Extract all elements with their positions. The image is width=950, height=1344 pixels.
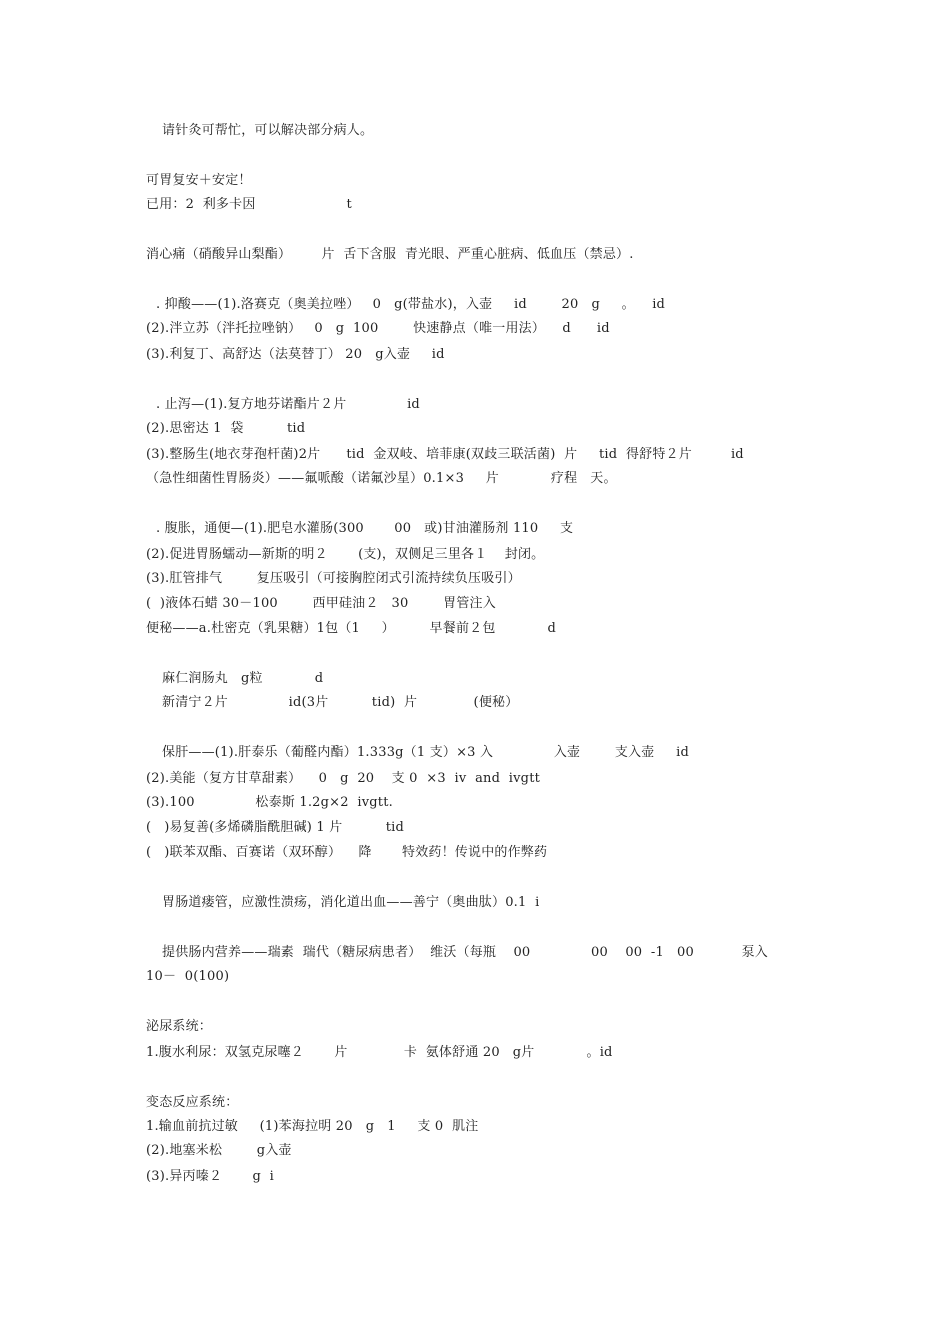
text-line: 10－ 0(100) xyxy=(146,969,230,984)
text-line: 已用：2 利多卡因 t xyxy=(146,197,352,212)
text-line: 1.输血前抗过敏 (1)苯海拉明 20 g 1 支 0 肌注 xyxy=(146,1119,479,1134)
text-line: 新清宁２片 id(3片 tid) 片 (便秘） xyxy=(162,695,519,710)
section-heading: 变态反应系统： xyxy=(146,1095,239,1110)
text-line: (2).思密达 1 袋 tid xyxy=(146,421,306,436)
text-line: (3).100 松泰斯 1.2g×2 ivgtt. xyxy=(146,795,393,810)
text-line: . 抑酸——(1).洛赛克（奥美拉唑） 0 g(带盐水)，入壶 id 20 g 。 id xyxy=(156,297,666,312)
text-line: (2).泮立苏（泮托拉唑钠） 0 g 100 快速静点（唯一用法） d id xyxy=(146,321,610,336)
text-line: 胃肠道瘘管，应激性溃疡，消化道出血——善宁（奥曲肽）0.1 i xyxy=(162,895,540,910)
text-line: 1.腹水利尿：双氢克尿噻２ 片 卡 氨体舒通 20 g片 。id xyxy=(146,1045,613,1060)
text-line: . 止泻—(1).复方地芬诺酯片２片 id xyxy=(156,397,420,412)
text-line: 提供肠内营养——瑞素 瑞代（糖尿病患者） 维沃（每瓶 00 00 00 -1 00 泵入 xyxy=(162,945,768,960)
text-line: . 腹胀，通便—(1).肥皂水灌肠(300 00 或)甘油灌肠剂 110 支 xyxy=(156,521,574,536)
text-line: (2).促进胃肠蠕动—新斯的明２ (支)，双侧足三里各１ 封闭。 xyxy=(146,547,545,562)
text-line: ( )易复善(多烯磷脂酰胆碱) 1 片 tid xyxy=(146,820,405,835)
text-line: (3).异丙嗪２ g i xyxy=(146,1169,275,1184)
text-line: 请针灸可帮忙，可以解决部分病人。 xyxy=(162,123,374,138)
text-line: (2).美能（复方甘草甜素） 0 g 20 支 0 ×3 iv and ivgtt xyxy=(146,771,541,786)
text-line: 保肝——(1).肝泰乐（葡醛内酯）1.333g（1 支）×3 入 入壶 支入壶 id xyxy=(162,745,690,760)
text-line: 消心痛（硝酸异山梨酯） 片 舌下含服 青光眼、严重心脏病、低血压（禁忌）. xyxy=(146,247,634,262)
text-line: 麻仁润肠丸 g粒 d xyxy=(162,671,324,686)
text-line: 可胃复安＋安定！ xyxy=(146,173,252,188)
text-line: ( )液体石蜡 30－100 西甲硅油２ 30 胃管注入 xyxy=(146,596,496,611)
text-line: 便秘——a.杜密克（乳果糖）1包（1 ） 早餐前２包 d xyxy=(146,621,557,636)
text-line: (3).利复丁、高舒达（法莫替丁） 20 g入壶 id xyxy=(146,347,445,362)
text-line: (3).肛管排气 复压吸引（可接胸腔闭式引流持续负压吸引） xyxy=(146,571,521,586)
text-line: ( )联苯双酯、百赛诺（双环醇） 降 特效药！传说中的作弊药 xyxy=(146,845,548,860)
text-line: （急性细菌性胃肠炎）——氟哌酸（诺氟沙星）0.1×3 片 疗程 天。 xyxy=(146,471,617,486)
text-line: (2).地塞米松 g入壶 xyxy=(146,1143,292,1158)
section-heading: 泌尿系统： xyxy=(146,1019,213,1034)
text-line: (3).整肠生(地衣芽孢杆菌)2片 tid 金双岐、培菲康(双歧三联活菌) 片 tid 得舒特２片 id xyxy=(146,447,744,462)
